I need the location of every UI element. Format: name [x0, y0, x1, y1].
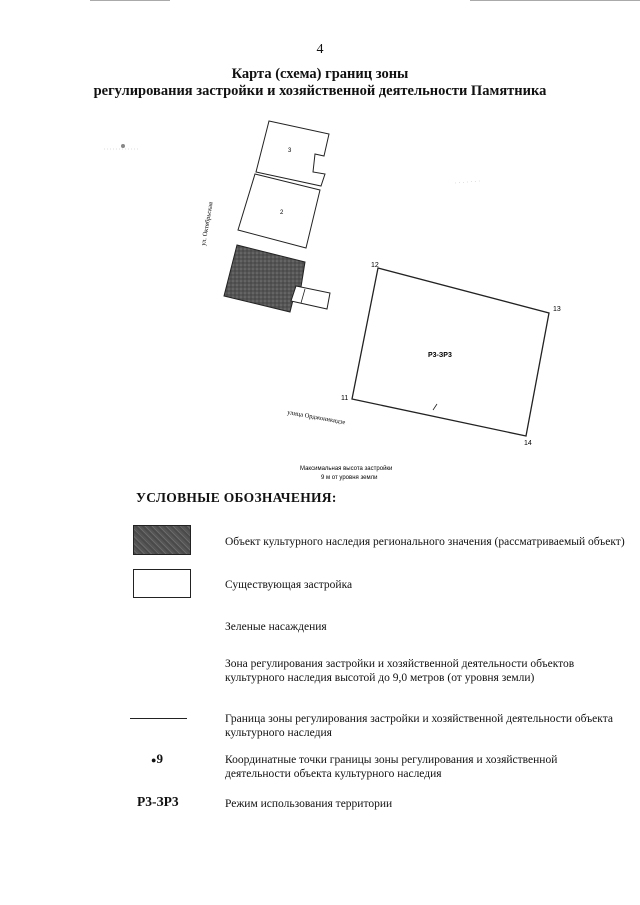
legend-text-mode: Режим использования территории — [225, 798, 393, 810]
legend-coordinate-marker — [151, 751, 163, 767]
building-label-3: 3 — [288, 148, 292, 154]
building-label-2: 2 — [280, 210, 284, 216]
legend-mode-code: Р3-ЗР3 — [137, 794, 179, 809]
legend-text-green-spaces: Зеленые насаждения — [225, 621, 327, 633]
legend-swatch-existing-buildings — [133, 569, 191, 598]
coordinate-point-11: 11 — [341, 395, 349, 402]
max-height-note-line-2: 9 м от уровня земли — [321, 475, 378, 481]
existing-building-3 — [256, 121, 329, 186]
coordinate-point-14: 14 — [524, 440, 532, 447]
scan-speck — [455, 181, 480, 183]
zone-label: Р3-ЗР3 — [428, 352, 452, 359]
street-label-ordzhonikidze: улица Орджоникидзе — [286, 409, 346, 427]
page-number: 4 — [316, 42, 324, 57]
site-map — [0, 110, 640, 490]
title-line-2: регулирования застройки и хозяйственной деятельности Памятника — [93, 83, 547, 99]
legend-text-coordinate-points: Координатные точки границы зоны регулирования и хозяйственной деятельности объекта культурного наследия — [225, 754, 558, 780]
scan-artifact — [90, 0, 170, 1]
street-label-oktyabrskaya: ул. Октябрьская — [200, 201, 215, 247]
point-dot-icon: ● — [151, 755, 157, 766]
legend-swatch-green-spaces — [133, 610, 189, 637]
scan-artifact — [470, 0, 640, 1]
coordinate-point-12: 12 — [371, 262, 379, 269]
scan-speck — [104, 144, 140, 149]
page-title — [0, 66, 640, 100]
legend-coordinate-number: 9 — [156, 751, 163, 766]
legend-text-regulation-zone: Зона регулирования застройки и хозяйственной деятельности объектов культурного наследия высотой до 9,0 метров (от уровня земли) — [225, 658, 575, 684]
existing-building-2 — [238, 174, 320, 248]
heritage-object — [224, 245, 305, 312]
legend-swatch-heritage — [133, 525, 191, 555]
legend-text-heritage: Объект культурного наследия регионального значения (рассматриваемый объект) — [225, 536, 625, 548]
coordinate-point-13: 13 — [553, 306, 561, 313]
max-height-note-line-1: Максимальная высота застройки — [300, 466, 393, 472]
building-annex — [291, 286, 330, 309]
legend-swatch-regulation-zone — [133, 660, 189, 687]
legend-heading: УСЛОВНЫЕ ОБОЗНАЧЕНИЯ: — [136, 490, 337, 505]
legend-text-existing-buildings: Существующая застройка — [225, 579, 353, 591]
title-line-1: Карта (схема) границ зоны — [231, 66, 409, 82]
legend-text-zone-boundary: Граница зоны регулирования застройки и хозяйственной деятельности объекта культурного наследия — [225, 713, 613, 739]
legend-swatch-zone-boundary — [130, 718, 187, 719]
